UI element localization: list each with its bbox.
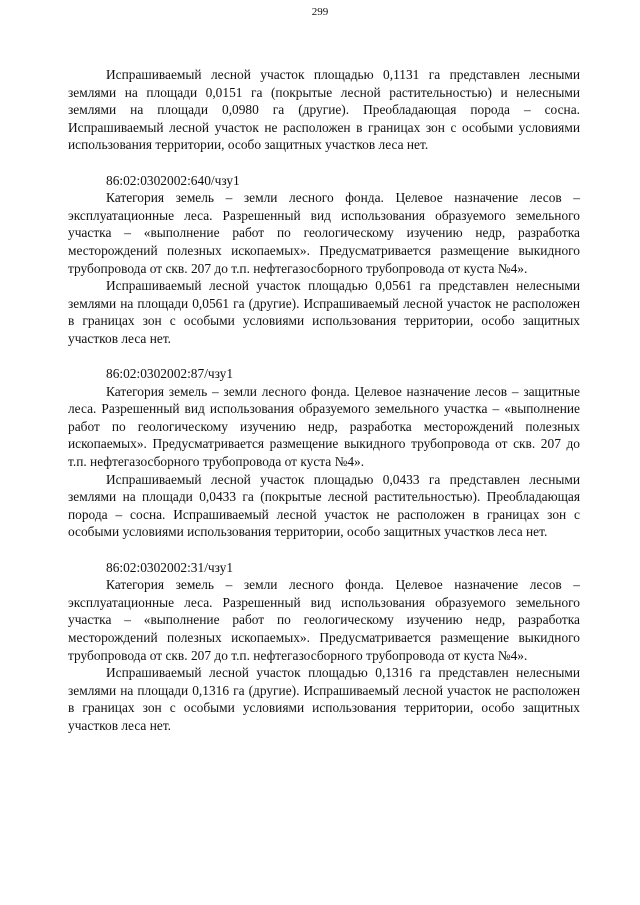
paragraph: Категория земель – земли лесного фонда. Целевое назначение лесов – эксплуатационные леса. Разрешенный вид использования образуемого земельного участка – «выполнение работ по геологическому изучению недр, разработка месторождений полезных ископаемых». Предусматривается размещение выкидного трубопровода от скв. 207 до т.п. нефтегазосборного трубопровода от куста №4». [68,577,580,663]
spacer [68,154,580,172]
cadastral-number: 86:02:0302002:87/чзу1 [106,366,234,382]
cadastral-number: 86:02:0302002:640/чзу1 [106,172,240,188]
document-body [68,66,580,735]
cadastral-number: 86:02:0302002:31/чзу1 [106,559,234,575]
paragraph: Испрашиваемый лесной участок площадью 0,1316 га представлен нелесными землями на площади 0,1316 га (другие). Испрашиваемый лесной участок не расположен в границах зон с особыми условиями использования территории, особо защитных участков леса нет. [68,665,580,733]
paragraph: Испрашиваемый лесной участок площадью 0,0561 га представлен нелесными землями на площади 0,0561 га (другие). Испрашиваемый лесной участок не расположен в границах зон с особыми условиями использования территории, особо защитных участков леса нет. [68,278,580,346]
spacer [68,348,580,366]
paragraph: Категория земель – земли лесного фонда. Целевое назначение лесов – эксплуатационные леса. Разрешенный вид использования образуемого земельного участка – «выполнение работ по геологическому изучению недр, разработка месторождений полезных ископаемых». Предусматривается размещение выкидного трубопровода от скв. 207 до т.п. нефтегазосборного трубопровода от куста №4». [68,190,580,276]
page-number: 299 [311,6,329,18]
paragraph: Категория земель – земли лесного фонда. Целевое назначение лесов – защитные леса. Разрешенный вид использования образуемого земельного участка – «выполнение работ по геологическому изучению недр, разработка месторождений полезных ископаемых». Предусматривается размещение выкидного трубопровода от скв. 207 до т.п. нефтегазосборного трубопровода от куста №4». [68,383,580,470]
spacer [68,541,580,559]
paragraph: Испрашиваемый лесной участок площадью 0,1131 га представлен лесными землями на площади 0,0151 га (покрытые лесной растительностью) и нелесными землями на площади 0,0980 га (другие). Преобладающая порода – сосна. Испрашиваемый лесной участок не расположен в границах зон с особыми условиями использования территории, особо защитных участков леса нет. [68,67,580,153]
paragraph: Испрашиваемый лесной участок площадью 0,0433 га представлен лесными землями на площади 0,0433 га (покрытые лесной растительностью). Преобладающая порода – сосна. Испрашиваемый лесной участок не расположен в границах зон с особыми условиями использования территории, особо защитных участков леса нет. [68,471,580,540]
